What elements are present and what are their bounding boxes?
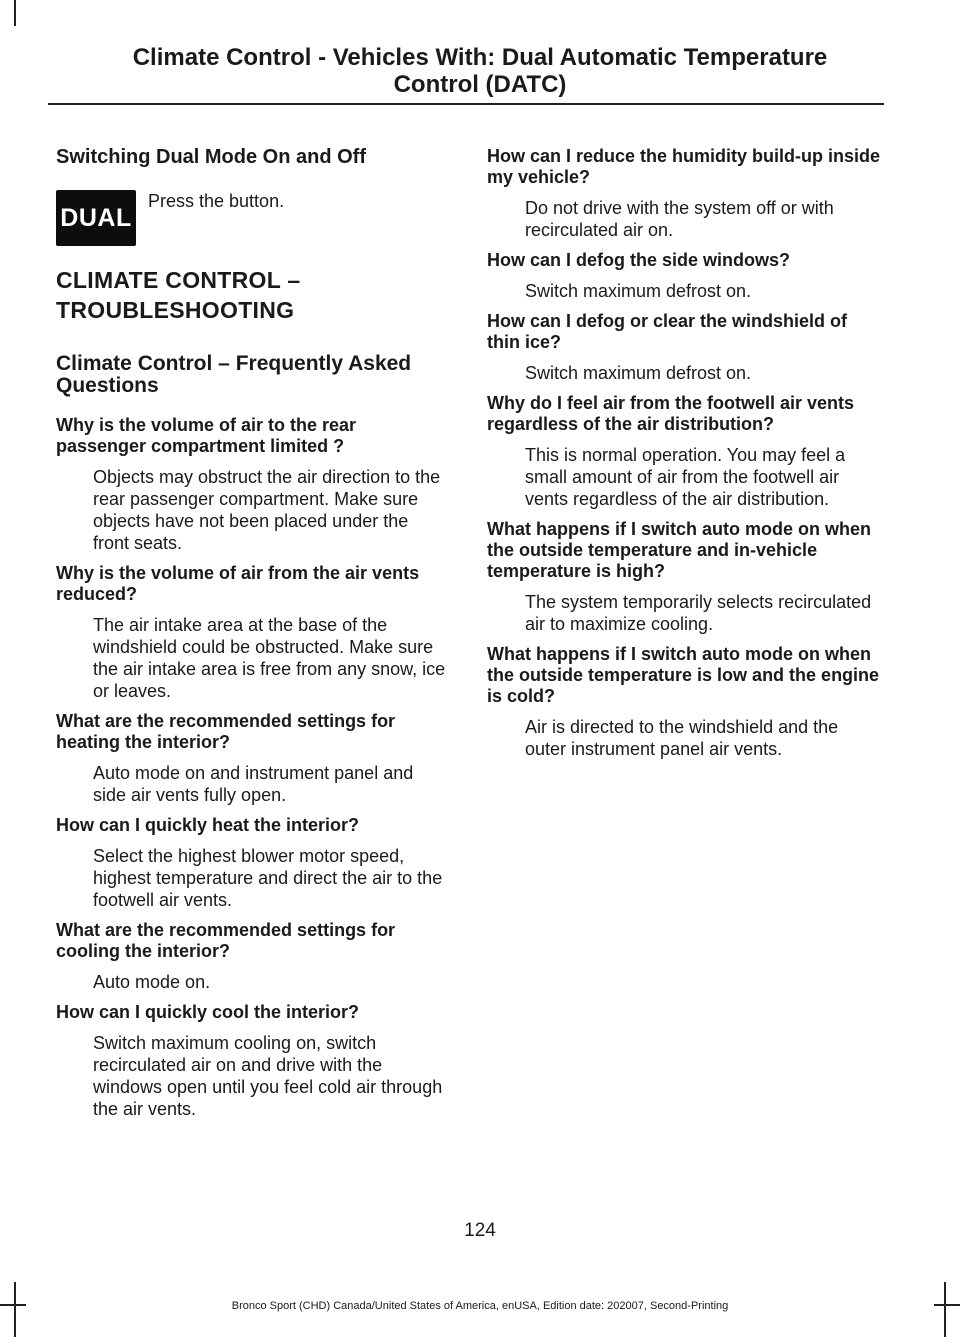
left-column [56, 146, 448, 1120]
faq-item [487, 250, 883, 302]
faq-answer: Select the highest blower motor speed, highest temperature and direct the air to the footwell air vents. [93, 846, 443, 910]
faq-item [56, 415, 448, 554]
page-number: 124 [464, 1220, 496, 1241]
header-divider [48, 103, 884, 105]
faq-answer: Do not drive with the system off or with recirculated air on. [525, 198, 834, 240]
faq-list-left [56, 415, 448, 1120]
faq-question: How can I quickly heat the interior? [56, 815, 360, 835]
faq-item [487, 519, 883, 635]
faq-answer: Switch maximum defrost on. [525, 363, 752, 383]
faq-question: How can I reduce the humidity build-up inside my vehicle? [487, 146, 881, 187]
faq-question: What are the recommended settings for heating the interior? [56, 711, 396, 752]
faq-question: Why is the volume of air to the rear passenger compartment limited ? [56, 415, 357, 456]
faq-question: How can I defog the side windows? [487, 250, 791, 270]
section-title-line2: TROUBLESHOOTING [56, 297, 295, 323]
faq-question: Why do I feel air from the footwell air vents regardless of the air distribution? [487, 393, 855, 434]
right-column [487, 146, 883, 760]
faq-question: How can I quickly cool the interior? [56, 1002, 360, 1022]
faq-question: What are the recommended settings for cooling the interior? [56, 920, 396, 961]
faq-item [487, 311, 883, 384]
dual-heading: Switching Dual Mode On and Off [56, 146, 366, 168]
header-title-line2: Control (DATC) [393, 71, 567, 98]
faq-answer: This is normal operation. You may feel a small amount of air from the footwell air vents regardless of the air distribution. [525, 445, 846, 509]
faq-item [487, 644, 883, 760]
faq-item [487, 146, 883, 241]
faq-answer: Objects may obstruct the air direction to the rear passenger compartment. Make sure objects have not been placed under the front seats. [93, 467, 441, 553]
page-header-title [40, 44, 920, 98]
header-title-line1: Climate Control - Vehicles With: Dual Automatic Temperature [132, 44, 828, 71]
faq-answer: Auto mode on and instrument panel and side air vents fully open. [93, 763, 414, 805]
page-footer: Bronco Sport (CHD) Canada/United States of America, enUSA, Edition date: 202007, Second-Printing [231, 1300, 729, 1312]
section-title [56, 265, 448, 325]
faq-answer: Switch maximum defrost on. [525, 281, 752, 301]
subsection-title: Climate Control – Frequently Asked Questions [56, 352, 412, 397]
faq-item [56, 920, 448, 993]
faq-item [487, 393, 883, 510]
faq-question: How can I defog or clear the windshield of thin ice? [487, 311, 848, 352]
faq-question: What happens if I switch auto mode on when the outside temperature and in-vehicle temperature is high? [487, 519, 872, 581]
faq-item [56, 815, 448, 911]
faq-item [56, 1002, 448, 1120]
crop-mark [14, 0, 16, 26]
dual-button-icon: DUAL [56, 190, 136, 246]
faq-answer: Switch maximum cooling on, switch recirculated air on and drive with the windows open until you feel cold air through the air vents. [93, 1033, 443, 1119]
dual-instruction [56, 190, 448, 250]
faq-item [56, 563, 448, 702]
faq-question: Why is the volume of air from the air vents reduced? [56, 563, 420, 604]
faq-answer: Air is directed to the windshield and the outer instrument panel air vents. [525, 717, 839, 759]
faq-answer: The air intake area at the base of the windshield could be obstructed. Make sure the air intake area is free from any snow, ice or leaves. [93, 615, 446, 701]
faq-answer: Auto mode on. [93, 972, 211, 992]
section-title-line1: CLIMATE CONTROL – [56, 267, 301, 293]
faq-question: What happens if I switch auto mode on when the outside temperature is low and the engine is cold? [487, 644, 880, 706]
dual-instruction-text: Press the button. [148, 191, 285, 211]
faq-item [56, 711, 448, 806]
faq-answer: The system temporarily selects recirculated air to maximize cooling. [525, 592, 872, 634]
